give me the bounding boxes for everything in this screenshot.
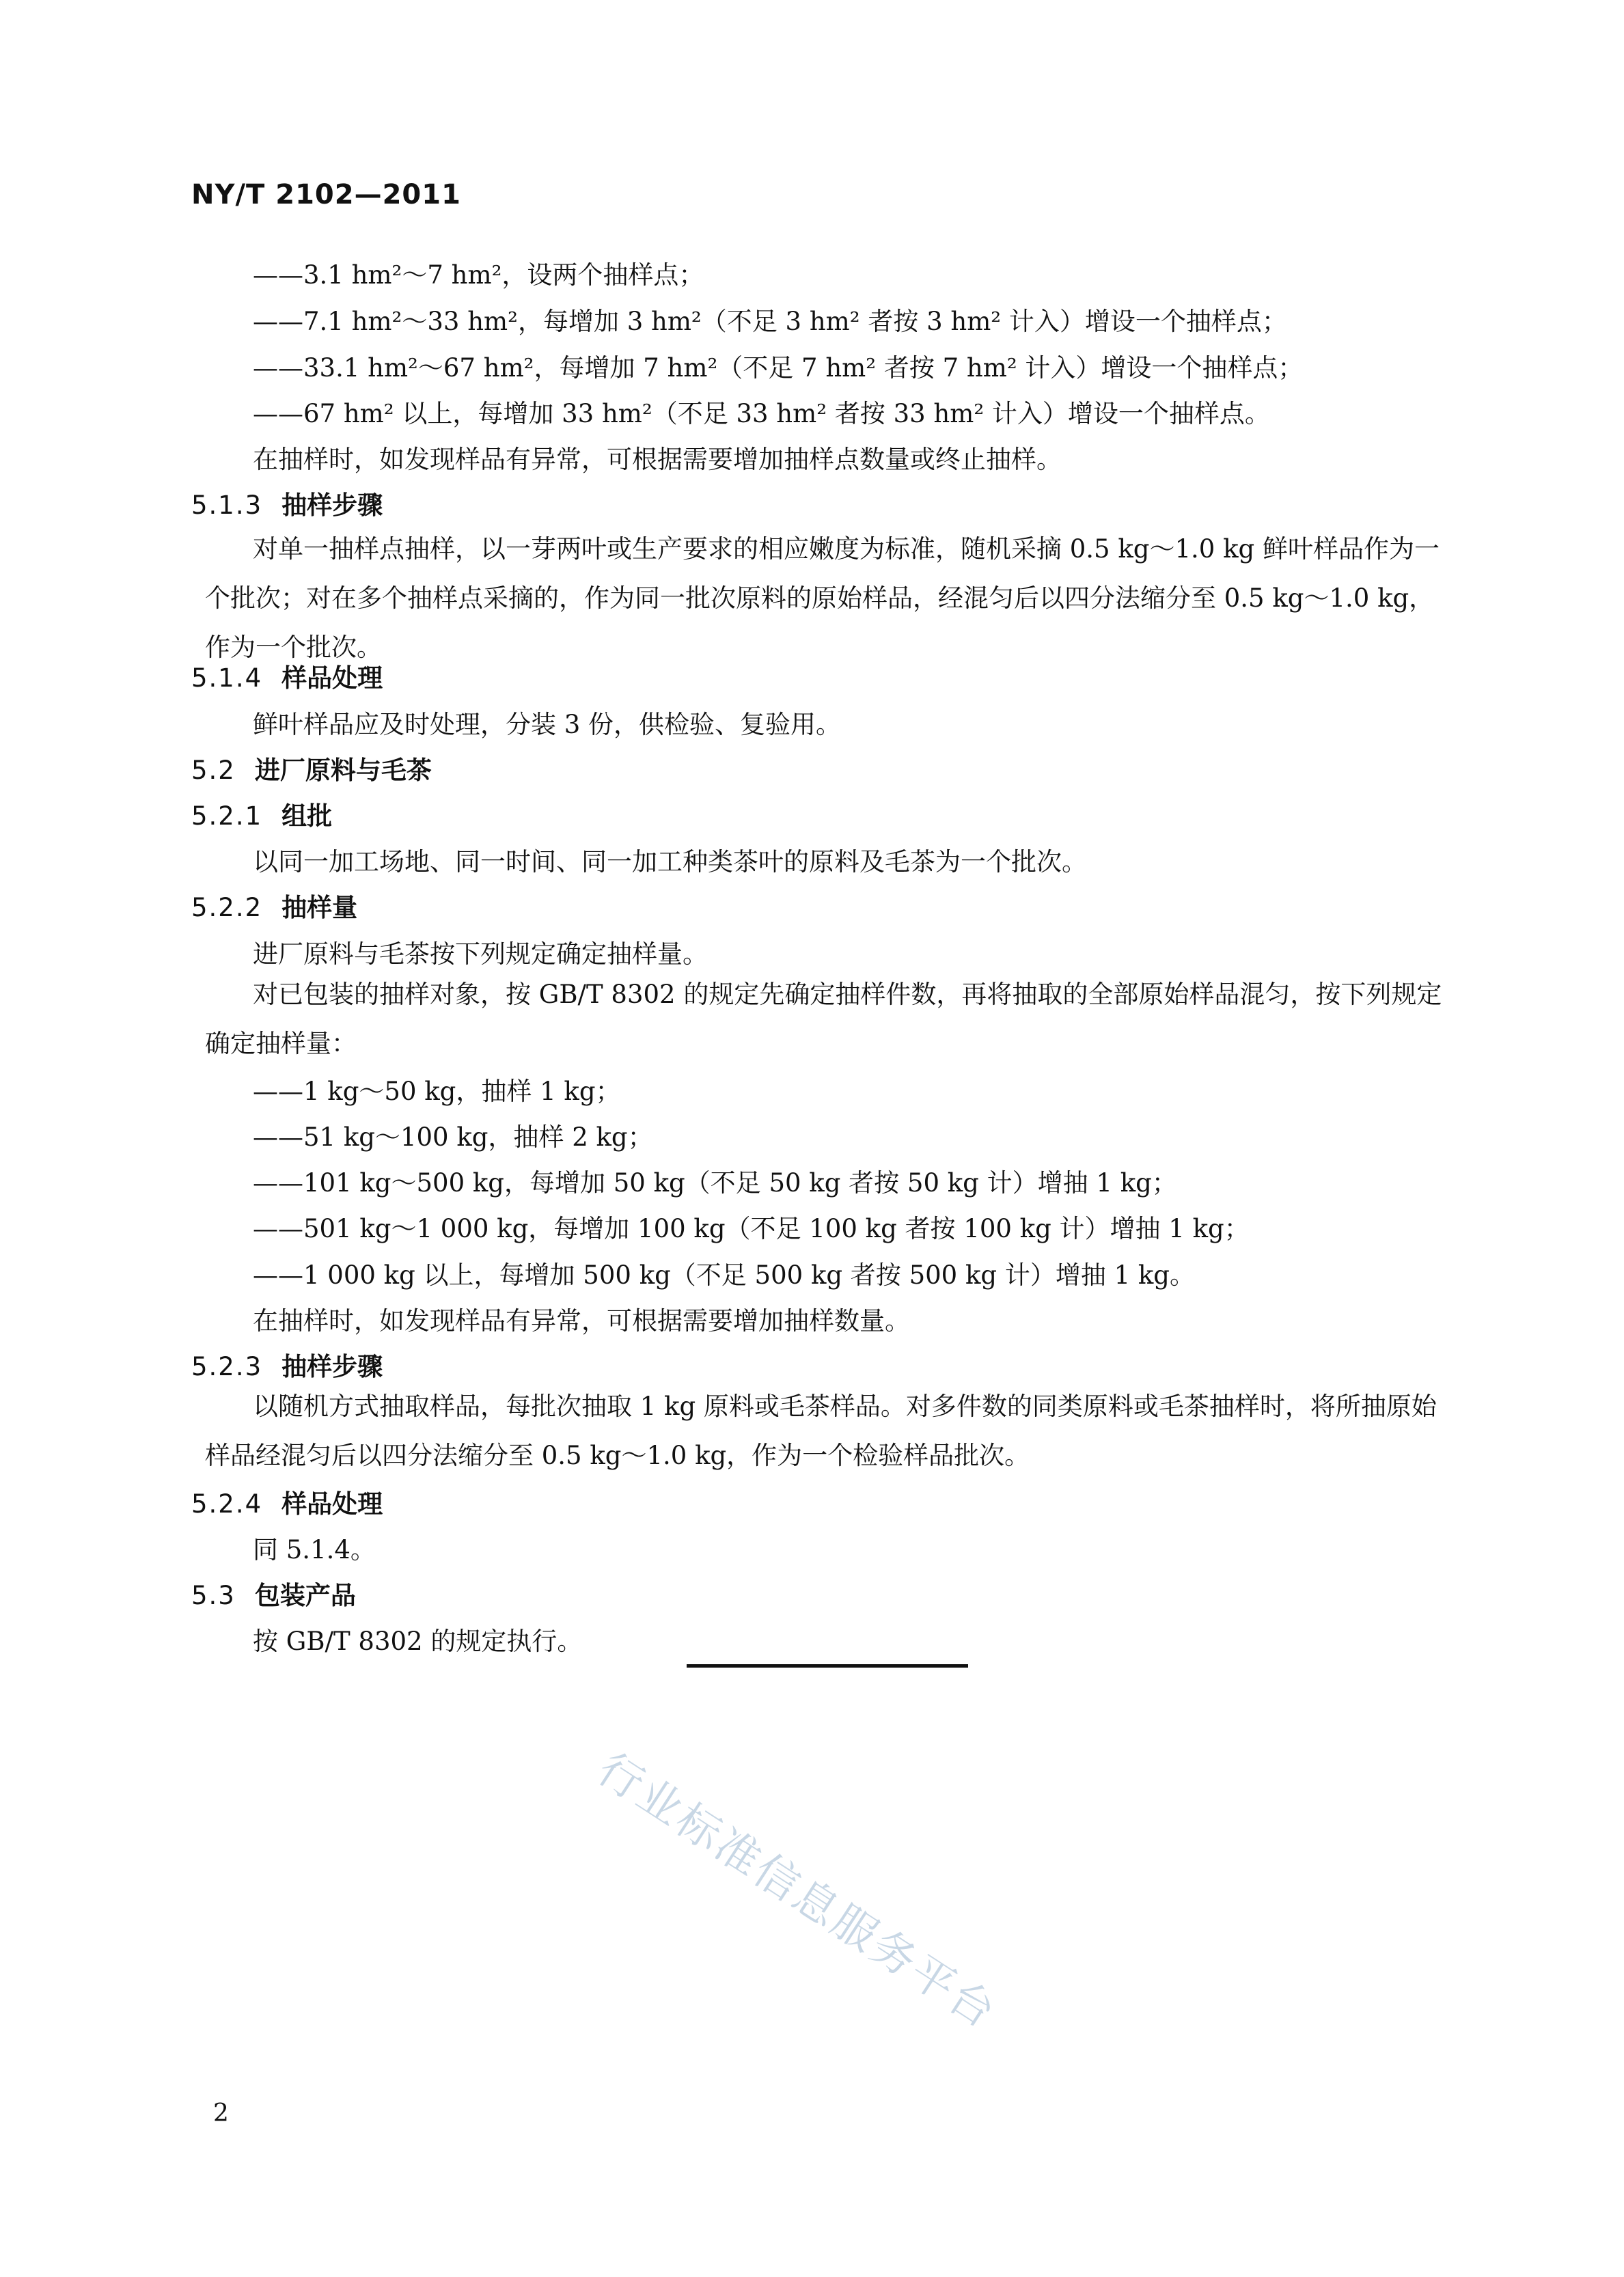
list-item: ——33.1 hm²～67 hm²，每增加 7 hm²（不足 7 hm² 者按 7 hm² 计入）增设一个抽样点；	[253, 353, 1304, 383]
paragraph: 对单一抽样点抽样，以一芽两叶或生产要求的相应嫩度为标准，随机采摘 0.5 kg～1.0 kg 鲜叶样品作为一个批次；对在多个抽样点采摘的，作为同一批次原料的原始样品，经混匀后以四分法缩分至 0.5 kg～1.0 kg，作为一个批次。	[205, 534, 1440, 662]
note-text: 在抽样时，如发现样品有异常，可根据需要增加抽样点数量或终止抽样。	[253, 445, 1062, 474]
end-rule	[687, 1664, 968, 1668]
section-title: 进厂原料与毛茶	[254, 756, 432, 785]
paragraph: 进厂原料与毛茶按下列规定确定抽样量。	[253, 939, 708, 969]
section-heading-5-2	[191, 754, 432, 788]
standard-code-header: NY/T 2102—2011	[191, 179, 461, 210]
section-title: 包装产品	[254, 1581, 356, 1610]
section-number: 5.2.2	[191, 893, 263, 922]
paragraph: 以随机方式抽取样品，每批次抽取 1 kg 原料或毛茶样品。对多件数的同类原料或毛茶抽样时，将所抽原始样品经混匀后以四分法缩分至 0.5 kg～1.0 kg，作为一个检验样品批次。	[205, 1392, 1437, 1470]
watermark: 行业标准信息服务平台	[588, 1743, 1006, 2039]
list-item: ——501 kg～1 000 kg，每增加 100 kg（不足 100 kg 者按 100 kg 计）增抽 1 kg；	[253, 1214, 1250, 1243]
page-number: 2	[213, 2099, 229, 2127]
list-item: ——7.1 hm²～33 hm²，每增加 3 hm²（不足 3 hm² 者按 3 hm² 计入）增设一个抽样点；	[253, 307, 1287, 336]
list-item: ——101 kg～500 kg，每增加 50 kg（不足 50 kg 者按 50 kg 计）增抽 1 kg；	[253, 1168, 1177, 1198]
section-number: 5.1.4	[191, 663, 263, 693]
section-number: 5.2.3	[191, 1352, 263, 1381]
section-title: 样品处理	[281, 1489, 383, 1519]
section-heading-5-1-4	[191, 661, 383, 695]
section-number: 5.3	[191, 1581, 236, 1610]
section-heading-5-2-3	[191, 1350, 383, 1384]
section-heading-5-2-1	[191, 799, 332, 833]
section-heading-5-2-4	[191, 1487, 383, 1521]
paragraph: 鲜叶样品应及时处理，分装 3 份，供检验、复验用。	[253, 710, 842, 739]
paragraph: 以同一加工场地、同一时间、同一加工种类茶叶的原料及毛茶为一个批次。	[253, 847, 1087, 877]
list-item: ——1 000 kg 以上，每增加 500 kg（不足 500 kg 者按 500 kg 计）增抽 1 kg。	[253, 1260, 1195, 1290]
note-text: 在抽样时，如发现样品有异常，可根据需要增加抽样数量。	[253, 1306, 910, 1336]
section-heading-5-2-2	[191, 891, 357, 925]
list-item: ——3.1 hm²～7 hm²，设两个抽样点；	[253, 260, 704, 290]
paragraph: 按 GB/T 8302 的规定执行。	[253, 1627, 583, 1656]
section-title: 抽样步骤	[281, 1352, 383, 1381]
section-title: 抽样步骤	[281, 491, 383, 520]
section-heading-5-3	[191, 1579, 356, 1613]
section-number: 5.2	[191, 756, 236, 785]
section-heading-5-1-3	[191, 488, 383, 523]
paragraph: 对已包装的抽样对象，按 GB/T 8302 的规定先确定抽样件数，再将抽取的全部原始样品混匀，按下列规定确定抽样量：	[205, 980, 1442, 1058]
section-number: 5.1.3	[191, 491, 263, 520]
list-item: ——1 kg～50 kg，抽样 1 kg；	[253, 1077, 621, 1106]
list-item: ——67 hm² 以上，每增加 33 hm²（不足 33 hm² 者按 33 hm² 计入）增设一个抽样点。	[253, 399, 1270, 428]
paragraph: 同 5.1.4。	[253, 1535, 376, 1564]
section-title: 组批	[281, 801, 333, 831]
section-number: 5.2.1	[191, 801, 263, 831]
section-title: 抽样量	[281, 893, 358, 922]
list-item: ——51 kg～100 kg，抽样 2 kg；	[253, 1122, 653, 1152]
section-number: 5.2.4	[191, 1489, 263, 1519]
section-title: 样品处理	[281, 663, 383, 693]
